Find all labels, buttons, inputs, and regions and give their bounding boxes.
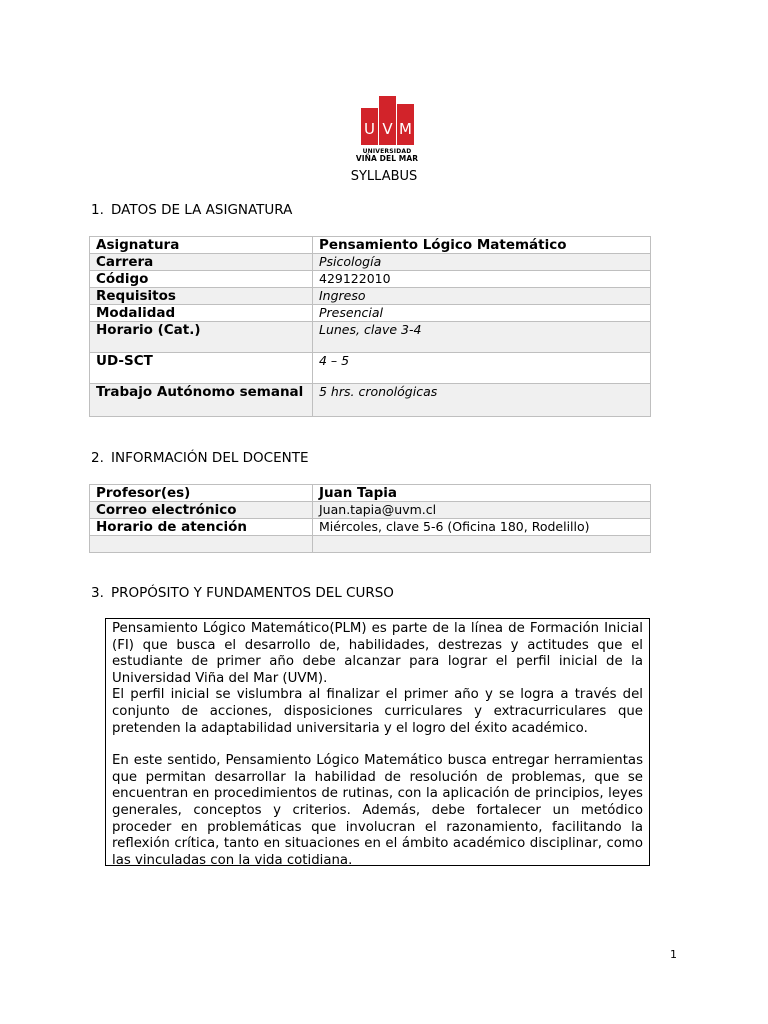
row-label: UD-SCT [90,353,313,384]
page-number: 1 [670,948,677,961]
table-row [90,502,651,519]
row-value: 429122010 [313,271,651,288]
purpose-text-box [105,618,650,866]
section-1-number: 1. [91,202,104,218]
row-value: 4 – 5 [313,353,651,384]
row-label: Asignatura [90,237,313,254]
teacher-info-table [89,484,651,553]
row-label [90,536,313,553]
logo-letter-u: U [364,120,375,138]
table-row [90,519,651,536]
logo-letter-m: M [399,120,412,138]
section-3-heading [91,585,394,601]
table-row [90,485,651,502]
row-label: Modalidad [90,305,313,322]
row-label: Código [90,271,313,288]
section-1-heading [91,202,292,218]
row-value: Pensamiento Lógico Matemático [313,237,651,254]
table-row [90,536,651,553]
table-row [90,305,651,322]
row-label: Correo electrónico [90,502,313,519]
row-value: Psicología [313,254,651,271]
logo-text-universidad: UNIVERSIDAD [362,148,412,155]
table-row [90,237,651,254]
section-2-heading [91,450,309,466]
row-label: Horario (Cat.) [90,322,313,353]
table-row [90,271,651,288]
row-value: Juan Tapia [313,485,651,502]
section-2-title: INFORMACIÓN DEL DOCENTE [111,450,309,466]
row-value: Ingreso [313,288,651,305]
course-data-table [89,236,651,417]
document-title: SYLLABUS [350,169,418,184]
purpose-paragraph: En este sentido, Pensamiento Lógico Matemático busca entregar herramientas que permitan desarrollar la habilidad de resolución de problemas, que se encuentran en procedimientos de rutinas, con la aplicación de principios, leyes generales, conceptos y criterios. Además, debe fortalecer un metódico proceder en problemáticas que involucran el razonamiento, facilitando la reflexión crítica, tanto en situaciones en el ámbito académico disciplinar, como las vinculadas con la vida cotidiana. [112,753,643,868]
uvm-logo [352,96,422,166]
logo-letter-v: V [382,120,393,138]
row-value: 5 hrs. cronológicas [313,384,651,417]
row-label: Horario de atención [90,519,313,536]
row-label: Requisitos [90,288,313,305]
purpose-paragraph: El perfil inicial se vislumbra al finalizar el primer año y se logra a través del conjunto de acciones, disposiciones curriculares y extracurriculares que pretenden la adaptabilidad universitaria y el logro del éxito académico. [112,687,643,736]
table-row [90,384,651,417]
row-value: Presencial [313,305,651,322]
row-label: Trabajo Autónomo semanal [90,384,313,417]
table-row [90,288,651,305]
logo-text-vina-del-mar: VIÑA DEL MAR [355,154,419,163]
section-3-number: 3. [91,585,104,601]
section-1-title: DATOS DE LA ASIGNATURA [111,202,293,218]
row-value [313,536,651,553]
purpose-paragraph: Pensamiento Lógico Matemático(PLM) es parte de la línea de Formación Inicial (FI) que busca el desarrollo de, habilidades, destrezas y actitudes que el estudiante de primer año debe alcanzar para lograr el perfil inicial de la Universidad Viña del Mar (UVM). [112,621,643,686]
section-2-number: 2. [91,450,104,466]
table-row [90,322,651,353]
table-row [90,254,651,271]
row-value: Lunes, clave 3-4 [313,322,651,353]
row-label: Carrera [90,254,313,271]
section-3-title: PROPÓSITO Y FUNDAMENTOS DEL CURSO [111,585,394,601]
row-value: Miércoles, clave 5-6 (Oficina 180, Rodelillo) [313,519,651,536]
row-label: Profesor(es) [90,485,313,502]
table-row [90,353,651,384]
row-value: Juan.tapia@uvm.cl [313,502,651,519]
